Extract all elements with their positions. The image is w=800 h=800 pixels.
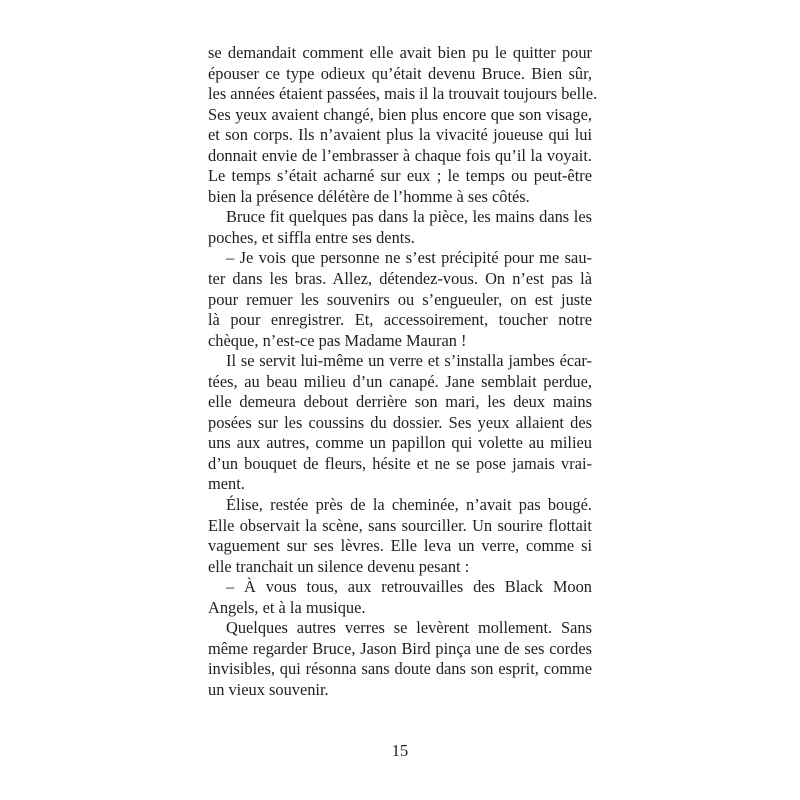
paragraph xyxy=(208,618,592,700)
text-line: épouser ce type odieux qu’était devenu Bruce. Bien sûr, xyxy=(208,63,592,83)
text-line: – À vous tous, aux retrouvailles des Black Moon xyxy=(226,577,592,597)
text-line: – Je vois que personne ne s’est précipité pour me sau- xyxy=(226,248,592,268)
paragraph xyxy=(208,351,592,495)
paragraph xyxy=(208,248,592,351)
text-line: se demandait comment elle avait bien pu le quitter pour xyxy=(208,43,592,62)
text-line: bien la présence délétère de l’homme à ses côtés. xyxy=(208,186,530,206)
text-line: Le temps s’était acharné sur eux ; le temps ou peut-être xyxy=(208,166,592,186)
text-line: vaguement sur ses lèvres. Elle leva un verre, comme si xyxy=(208,536,592,556)
paragraph xyxy=(208,495,592,577)
text-line: Il se servit lui-même un verre et s’installa jambes écar- xyxy=(226,351,592,371)
text-line: chèque, n’est-ce pas Madame Mauran ! xyxy=(208,330,467,350)
text-line: d’un bouquet de fleurs, hésite et ne se pose jamais vrai- xyxy=(208,453,592,473)
text-line: ment. xyxy=(208,474,245,494)
paragraph xyxy=(208,43,598,207)
text-line: ter dans les bras. Allez, détendez-vous. On n’est pas là xyxy=(208,269,592,289)
text-line: un vieux souvenir. xyxy=(208,679,329,699)
text-line: Ses yeux avaient changé, bien plus encore que son visage, xyxy=(208,104,592,124)
text-line: elle demeura debout derrière son mari, les deux mains xyxy=(208,392,592,412)
text-line: les années étaient passées, mais il la trouvait toujours belle. xyxy=(208,84,598,104)
text-line: là pour enregistrer. Et, accessoirement, toucher notre xyxy=(208,310,592,330)
page-number: 15 xyxy=(391,741,409,760)
text-line: Angels, et à la musique. xyxy=(208,597,366,617)
text-line: elle tranchait un silence devenu pesant : xyxy=(208,556,470,576)
text-line: Quelques autres verres se levèrent mollement. Sans xyxy=(226,618,592,638)
text-line: Bruce fit quelques pas dans la pièce, les mains dans les xyxy=(226,207,592,227)
text-line: tées, au beau milieu d’un canapé. Jane semblait perdue, xyxy=(208,371,592,391)
text-line: même regarder Bruce, Jason Bird pinça une de ses cordes xyxy=(208,638,592,658)
text-line: Élise, restée près de la cheminée, n’avait pas bougé. xyxy=(226,495,592,515)
body-text xyxy=(208,43,598,701)
paragraph xyxy=(208,207,592,248)
text-line: pour remuer les souvenirs ou s’engueuler, on est juste xyxy=(208,289,592,309)
text-line: poches, et siffla entre ses dents. xyxy=(208,227,415,247)
text-line: Elle observait la scène, sans sourciller. Un sourire flottait xyxy=(208,515,592,535)
text-line: invisibles, qui résonna sans doute dans son esprit, comme xyxy=(208,659,592,679)
text-line: posées sur les coussins du dossier. Ses yeux allaient des xyxy=(208,412,592,432)
text-line: uns aux autres, comme un papillon qui volette au milieu xyxy=(208,433,592,453)
text-line: donnait envie de l’embrasser à chaque fois qu’il la voyait. xyxy=(208,145,592,165)
text-line: et son corps. Ils n’avaient plus la vivacité joueuse qui lui xyxy=(208,125,592,145)
paragraph xyxy=(208,577,592,618)
